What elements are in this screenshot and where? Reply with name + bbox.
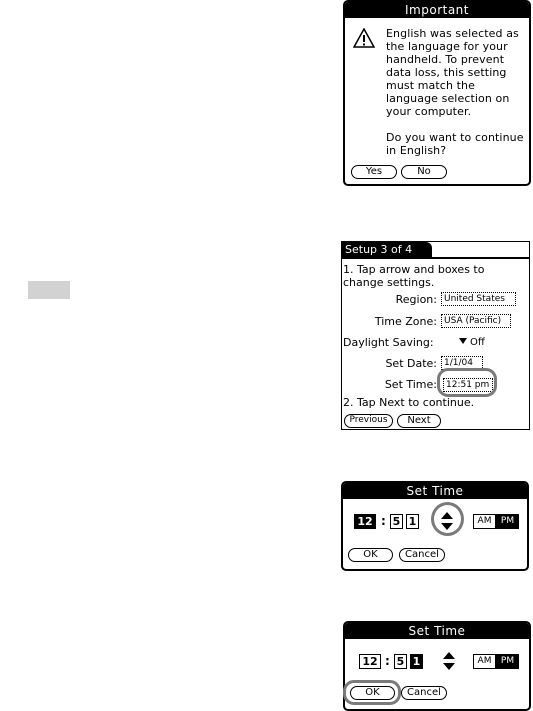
setup-form bbox=[341, 241, 530, 430]
ok-button[interactable]: OK bbox=[348, 548, 393, 562]
daylight-saving-value[interactable]: Off bbox=[470, 337, 485, 348]
set-date-field[interactable]: 1/1/04 bbox=[441, 356, 483, 370]
next-button[interactable]: Next bbox=[397, 414, 441, 428]
time-colon: : bbox=[385, 654, 390, 668]
ok-highlight-ring bbox=[343, 680, 401, 705]
pm-toggle[interactable]: PM bbox=[496, 514, 519, 529]
pm-toggle[interactable]: PM bbox=[496, 654, 519, 669]
form-title-bar bbox=[342, 242, 529, 258]
daylight-saving-label: Daylight Saving: bbox=[343, 336, 434, 349]
set-time-label: Set Time: bbox=[384, 378, 437, 391]
dialog-title: Important bbox=[345, 2, 529, 18]
set-time-highlight-ring bbox=[437, 368, 497, 397]
am-toggle[interactable]: AM bbox=[473, 514, 496, 529]
region-selector[interactable]: United States bbox=[441, 292, 516, 306]
updown-highlight-ring bbox=[431, 502, 464, 536]
dialog-title: Set Time bbox=[343, 483, 527, 499]
minute-tens-field[interactable]: 5 bbox=[390, 514, 403, 529]
region-label: Region: bbox=[395, 293, 437, 306]
yes-button[interactable]: Yes bbox=[351, 165, 397, 179]
minute-ones-field[interactable]: 1 bbox=[406, 514, 419, 529]
gray-page-tab bbox=[28, 281, 70, 299]
warning-icon bbox=[353, 28, 375, 48]
triangle-down-icon[interactable] bbox=[459, 338, 467, 344]
timezone-selector[interactable]: USA (Pacific) bbox=[441, 314, 511, 328]
hour-field[interactable]: 12 bbox=[354, 514, 376, 529]
no-button[interactable]: No bbox=[401, 165, 447, 179]
cancel-button[interactable]: Cancel bbox=[401, 686, 447, 700]
hour-field[interactable]: 12 bbox=[359, 654, 381, 669]
important-dialog bbox=[343, 0, 531, 186]
dialog-message: English was selected as the language for your handheld. To prevent data loss, this setting must match the language selection on your computer. Do you want to continue in English? bbox=[386, 27, 524, 157]
set-date-label: Set Date: bbox=[385, 357, 437, 370]
time-colon: : bbox=[381, 514, 386, 528]
previous-button[interactable]: Previous bbox=[344, 414, 393, 428]
minute-ones-field[interactable]: 1 bbox=[410, 654, 423, 669]
up-down-arrows-icon[interactable] bbox=[443, 652, 455, 670]
form-title: Setup 3 of 4 bbox=[342, 242, 432, 258]
dialog-title: Set Time bbox=[345, 623, 529, 639]
set-time-field[interactable]: 12:51 pm bbox=[443, 378, 493, 392]
instruction-line-1: 1. Tap arrow and boxes to bbox=[343, 263, 485, 276]
instruction-line-3: 2. Tap Next to continue. bbox=[343, 396, 475, 409]
timezone-label: Time Zone: bbox=[374, 315, 437, 328]
ok-button[interactable]: OK bbox=[350, 686, 395, 700]
minute-tens-field[interactable]: 5 bbox=[394, 654, 407, 669]
instruction-line-2: change settings. bbox=[343, 276, 435, 289]
cancel-button[interactable]: Cancel bbox=[399, 548, 445, 562]
am-toggle[interactable]: AM bbox=[473, 654, 496, 669]
